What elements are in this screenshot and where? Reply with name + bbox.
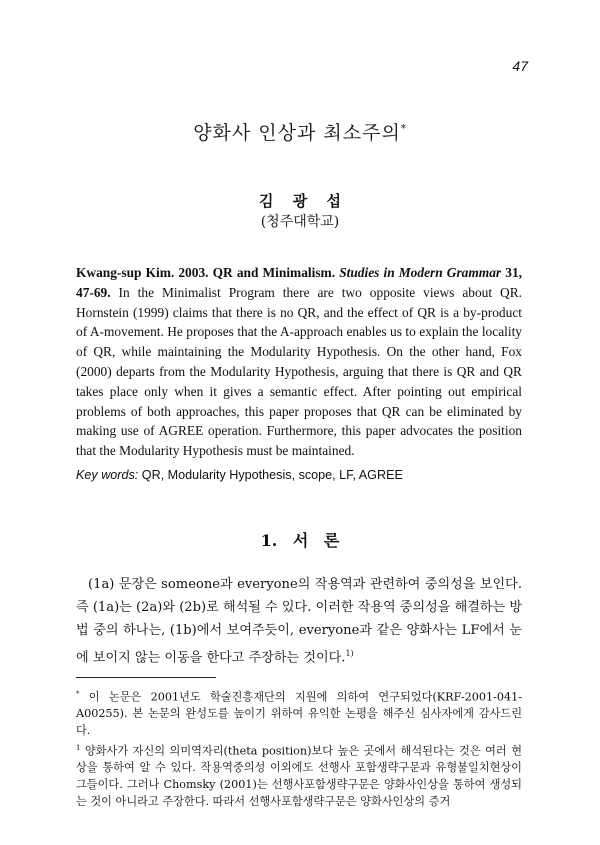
- paper-title: [0, 118, 600, 145]
- footnote-1-text: 이 논문은 2001년도 학술진흥재단의 지원에 의하여 연구되었다(KRF-2001-041-A00255). 본 논문의 완성도를 높이기 위하여 유익한 논평을 해주신 심사자에게 감사드린다.: [76, 690, 522, 737]
- abstract-citation-journal: Studies in Modern Grammar: [339, 265, 502, 280]
- abstract: [76, 263, 522, 461]
- author-affiliation: (청주대학교): [260, 214, 340, 230]
- footnote-2-mark: 1: [76, 744, 81, 752]
- page-number: 47: [512, 58, 528, 74]
- keywords-label: Key words:: [76, 468, 139, 482]
- body-text: [76, 573, 522, 669]
- footnote-2-text: 양화사가 자신의 의미역자리(theta position)보다 높은 곳에서 해석된다는 것은 여러 현상을 통하여 알 수 있다. 작용역중의성 이외에도 선행사 포함생략구문과 유형불일치현상이 그들이다. 그러나 Chomsky (2001)는 선행사포함생략구문은 양화사인상을 통하여 생성되는 것이 아니라고 주장한다. 따라서 선행사포함생략구문은 양화사인상의 증거: [76, 744, 522, 808]
- author-name: 김 광 섭: [259, 192, 341, 210]
- footnote-2: [76, 740, 522, 810]
- abstract-text: In the Minimalist Program there are two opposite views about QR. Hornstein (1999) claims that there is no QR, and the effect of QR is a by-product of A-movement. He proposes that the A-approach enables us to explain the locality of QR, while maintaining the Modularity Hypothesis. On the other hand, Fox (2000) departs from the Modularity Hypothesis, arguing that there is QR and QR takes place only when it gives a semantic effect. After pointing out empirical problems of both approaches, this paper proposes that QR can be eliminated by making use of AGREE operation. Furthermore, this paper advocates the position that the Modularity Hypothesis must be maintained.: [76, 284, 522, 459]
- title-text: 양화사 인상과 최소주의: [193, 122, 401, 144]
- footnote-ref: 1): [345, 649, 354, 658]
- title-footnote-mark: *: [400, 123, 407, 135]
- footnote-1-mark: *: [76, 690, 80, 698]
- keywords: [76, 468, 522, 482]
- abstract-citation-author: Kwang-sup Kim. 2003. QR and Minimalism.: [76, 265, 336, 280]
- keywords-text: QR, Modularity Hypothesis, scope, LF, AGREE: [141, 468, 403, 482]
- footnote-divider: [76, 677, 216, 678]
- body-paragraph-text: (1a) 문장은 someone과 everyone의 작용역과 관련하여 중의성을 보인다. 즉 (1a)는 (2a)와 (2b)로 해석될 수 있다. 이러한 작용역 중의성을 해결하는 방법 중의 하나는, (1b)에서 보여주듯이, everyone과 같은 양화사는 LF에서 눈에 보이지 않는 이동을 한다고 주장하는 것이다.: [76, 577, 522, 666]
- footnote-1: [76, 686, 522, 740]
- abstract-citation-volume: 31, 47-69.: [76, 265, 522, 300]
- body-paragraph: [76, 573, 522, 669]
- section-heading: 1. 서 론: [260, 531, 340, 550]
